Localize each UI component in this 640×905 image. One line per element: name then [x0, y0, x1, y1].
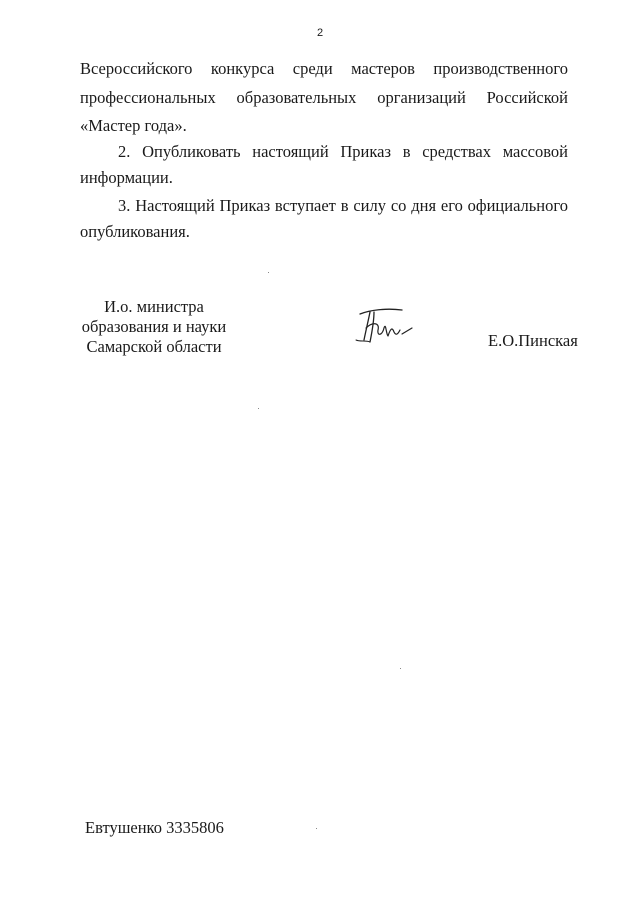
- item-2-text: информации.: [80, 168, 173, 187]
- executor-contact: Евтушенко 3335806: [85, 818, 224, 837]
- scan-speck: [400, 668, 401, 669]
- page-number: 2: [316, 27, 324, 39]
- body-line: «Мастер года».: [80, 116, 187, 135]
- scan-speck: [316, 828, 317, 829]
- body-line: Всероссийского конкурса среди мастеров производственного: [80, 59, 568, 78]
- body-line: профессиональных образовательных организаций Российской: [80, 88, 568, 107]
- item-3-text: опубликования.: [80, 222, 190, 241]
- signatory-position-line: И.о. министра: [104, 297, 204, 316]
- scan-speck: [268, 272, 269, 273]
- item-3-text: 3. Настоящий Приказ вступает в силу со дня его официального: [118, 196, 568, 215]
- signatory-position-line: образования и науки: [81, 317, 227, 336]
- scan-speck: [258, 408, 259, 409]
- item-2-text: 2. Опубликовать настоящий Приказ в средствах массовой: [118, 142, 568, 161]
- signer-name: Е.О.Пинская: [488, 331, 578, 350]
- signatory-position-line: Самарской области: [86, 337, 222, 356]
- handwritten-signature: [352, 300, 416, 350]
- signatory-position: [78, 297, 230, 357]
